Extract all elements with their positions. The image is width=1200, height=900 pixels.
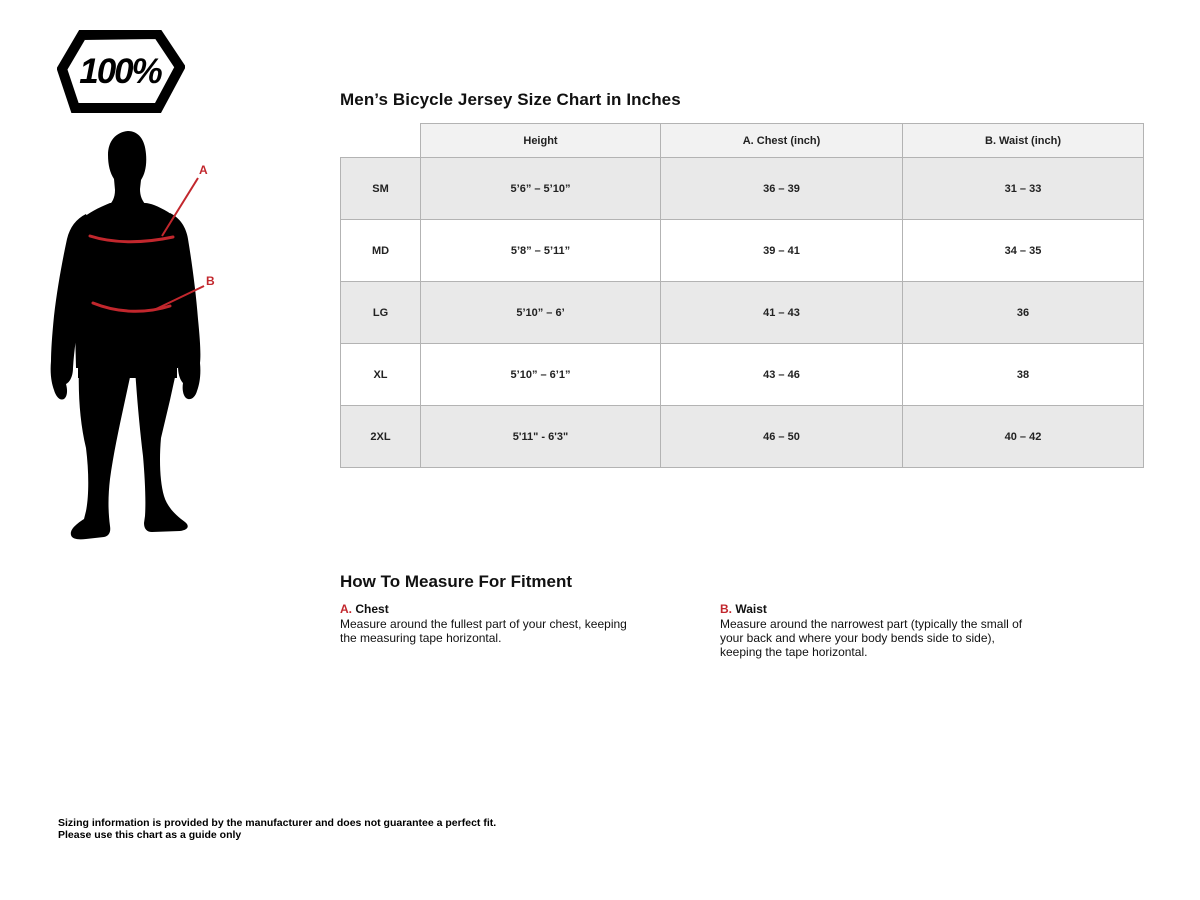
table-row-md	[341, 220, 1144, 282]
chest-value: 39 – 41	[661, 220, 903, 282]
body-silhouette-icon	[40, 110, 260, 560]
figure-waist-label: B	[206, 274, 215, 288]
chest-value: 41 – 43	[661, 282, 903, 344]
waist-value: 36	[903, 282, 1144, 344]
height-value: 5’6” – 5’10”	[421, 158, 661, 220]
measure-waist-label	[720, 602, 1025, 616]
measure-item-chest	[340, 602, 645, 645]
chest-value: 43 – 46	[661, 344, 903, 406]
size-label: 2XL	[341, 406, 421, 468]
brand-logo	[57, 30, 185, 113]
figure-chest-label: A	[199, 163, 208, 177]
measurement-figure	[40, 110, 260, 560]
height-value: 5’8” – 5’11”	[421, 220, 661, 282]
size-label: MD	[341, 220, 421, 282]
measure-waist-name: Waist	[735, 602, 767, 616]
waist-value: 40 – 42	[903, 406, 1144, 468]
disclaimer	[58, 818, 496, 841]
chest-value: 36 – 39	[661, 158, 903, 220]
measure-chest-name: Chest	[355, 602, 389, 616]
column-header-chest: A. Chest (inch)	[661, 124, 903, 158]
table-corner-cell	[341, 124, 421, 158]
measure-chest-label	[340, 602, 645, 616]
measure-item-waist	[720, 602, 1025, 659]
size-chart-table	[340, 123, 1144, 468]
page-title: Men’s Bicycle Jersey Size Chart in Inches	[340, 90, 681, 109]
waist-value: 38	[903, 344, 1144, 406]
chest-value: 46 – 50	[661, 406, 903, 468]
logo-text: 100%	[79, 52, 161, 91]
size-label: LG	[341, 282, 421, 344]
waist-value: 31 – 33	[903, 158, 1144, 220]
measure-guide-section	[340, 572, 1060, 659]
measure-chest-letter: A.	[340, 602, 352, 616]
column-header-waist: B. Waist (inch)	[903, 124, 1144, 158]
height-value: 5’10” – 6’1”	[421, 344, 661, 406]
measure-guide-heading: How To Measure For Fitment	[340, 572, 573, 591]
measure-waist-letter: B.	[720, 602, 732, 616]
size-label: SM	[341, 158, 421, 220]
table-row-sm	[341, 158, 1144, 220]
disclaimer-line-1: Sizing information is provided by the manufacturer and does not guarantee a perfect fit.	[58, 817, 497, 829]
table-row-lg	[341, 282, 1144, 344]
disclaimer-line-2: Please use this chart as a guide only	[58, 828, 242, 841]
column-header-height: Height	[421, 124, 661, 158]
height-value: 5’10” – 6’	[421, 282, 661, 344]
table-header-row	[341, 124, 1144, 158]
height-value: 5'11" - 6'3"	[421, 406, 661, 468]
measure-waist-description: Measure around the narrowest part (typically the small of your back and where your body bends side to side), keeping the tape horizontal.	[720, 617, 1023, 659]
table-row-xl	[341, 344, 1144, 406]
waist-value: 34 – 35	[903, 220, 1144, 282]
measure-chest-description: Measure around the fullest part of your chest, keeping the measuring tape horizontal.	[340, 617, 627, 645]
logo-badge-icon	[57, 30, 185, 113]
size-label: XL	[341, 344, 421, 406]
table-row-2xl	[341, 406, 1144, 468]
